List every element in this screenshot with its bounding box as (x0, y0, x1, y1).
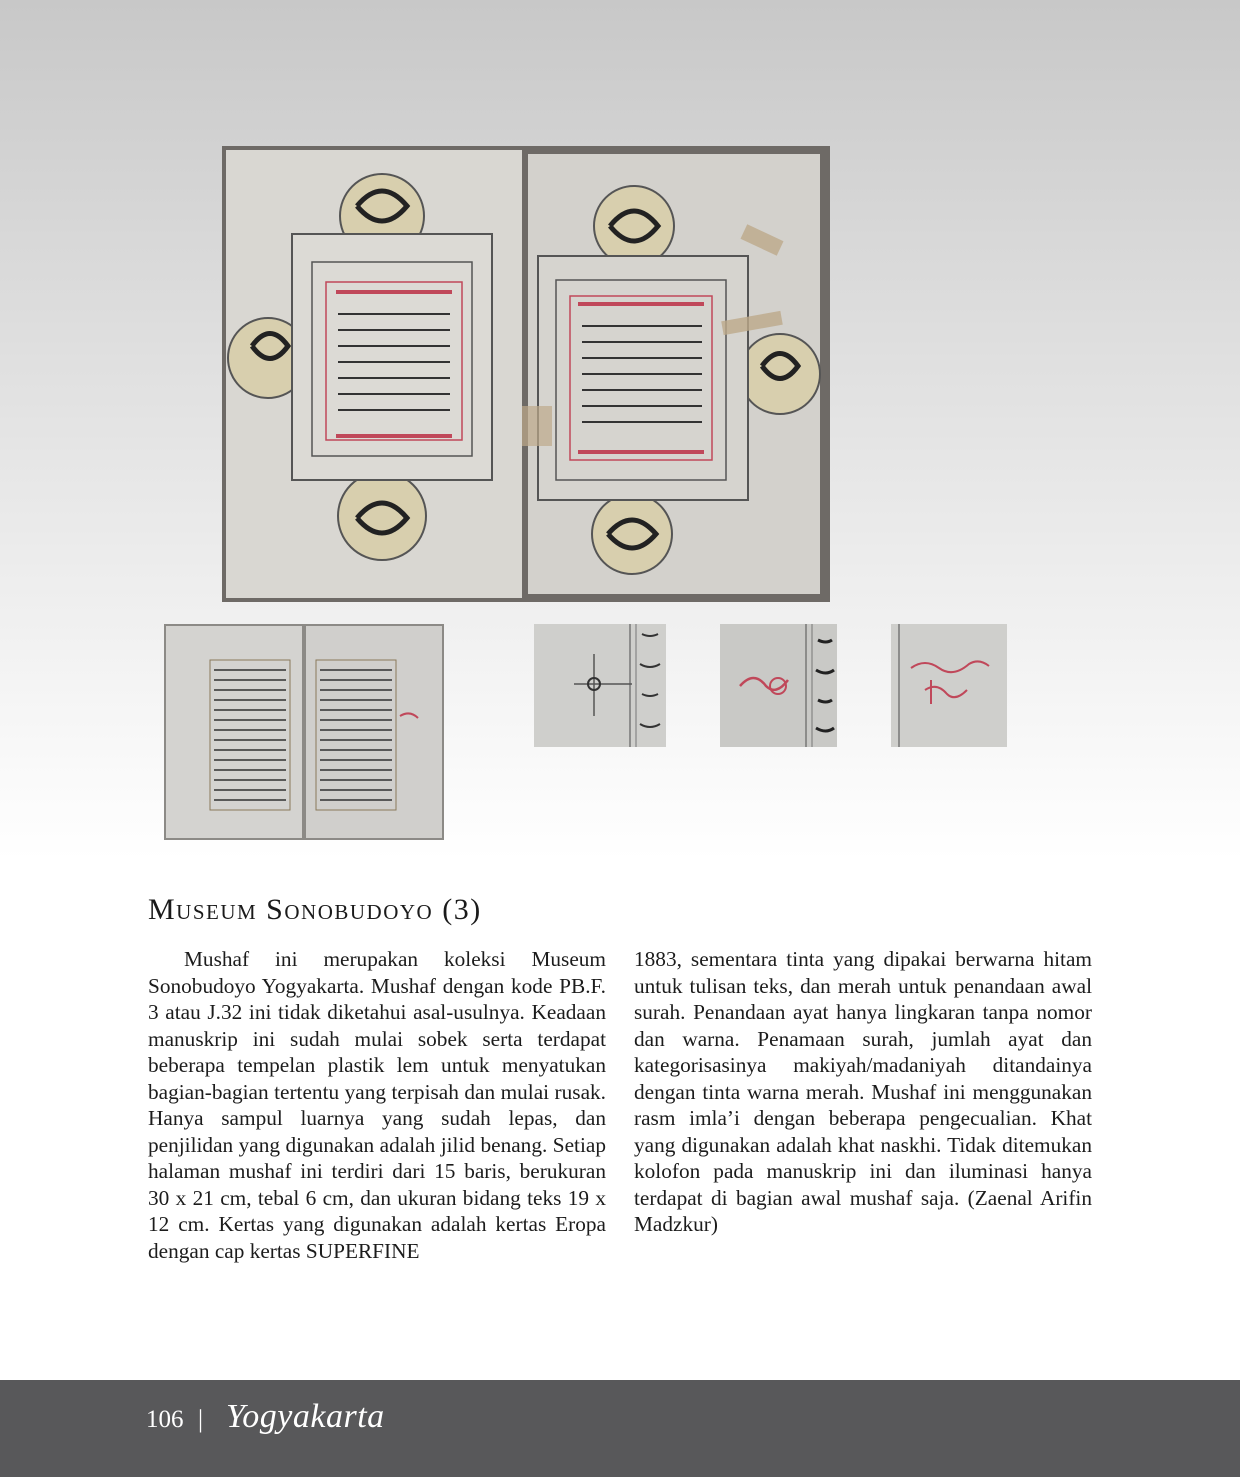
book-title: Yogyakarta (226, 1398, 385, 1435)
red-marker-detail-photo (720, 624, 837, 747)
red-annotation-detail-photo (891, 624, 1007, 747)
manuscript-text-spread-photo (164, 624, 444, 840)
footer-bar (0, 1380, 1240, 1477)
footer-separator: | (198, 1406, 204, 1433)
section-title: Museum Sonobudoyo (3) (148, 893, 482, 926)
body-text-right-column: 1883, sementara tinta yang dipakai berwarna hitam untuk tulisan teks, dan merah untuk penandaan awal surah. Penandaan ayat hanya lingkaran tanpa nomor dan warna. Penamaan surah, jumlah ayat dan kategorisasinya makiyah/madaniyah ditandainya dengan tinta warna merah. Mushaf ini menggunakan rasm imla’i dengan beberapa pengecualian. Khat yang digunakan adalah khat naskhi. Tidak ditemukan kolofon pada manuskrip ini dan iluminasi hanya terdapat di bagian awal mushaf saja. (Zaenal Arifin Madzkur) (634, 947, 1092, 1236)
verse-marker-detail-photo (534, 624, 666, 747)
body-text-left-column: Mushaf ini merupakan koleksi Museum Sonobudoyo Yogyakarta. Mushaf dengan kode PB.F. 3 atau J.32 ini tidak diketahui asal-usulnya. Keadaan manuskrip ini sudah mulai sobek serta terdapat beberapa tempelan plastik lem untuk menyatukan bagian-bagian tertentu yang terpisah dan mulai rusak. Hanya sampul luarnya yang sudah lepas, dan penjilidan yang digunakan adalah jilid benang. Setiap halaman mushaf ini terdiri dari 15 baris, berukuran 30 x 21 cm, tebal 6 cm, dan ukuran bidang teks 19 x 12 cm. Kertas yang digunakan adalah kertas Eropa dengan cap kertas SUPERFINE (148, 947, 606, 1263)
manuscript-opening-spread-photo (222, 146, 830, 602)
page-number: 106 (146, 1406, 184, 1433)
